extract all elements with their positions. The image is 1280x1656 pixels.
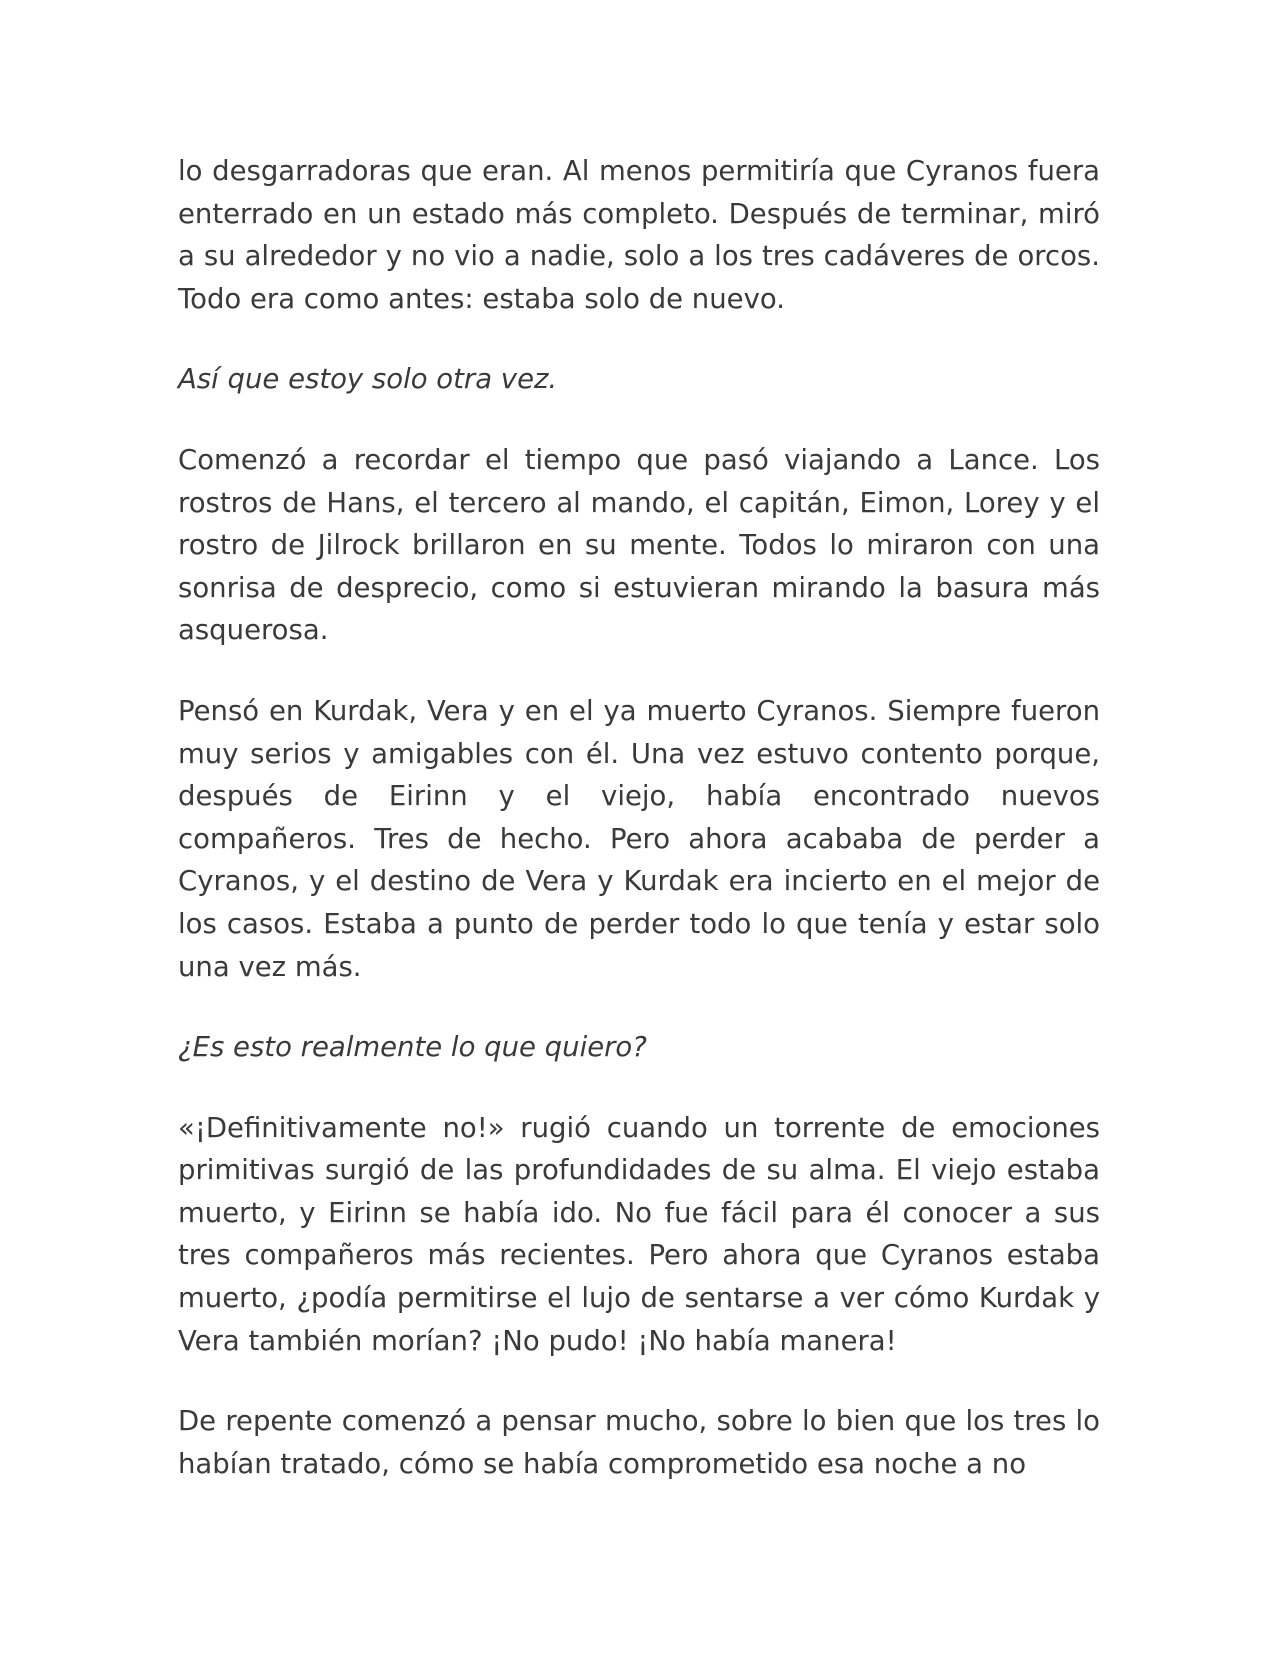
paragraph-7: De repente comenzó a pensar mucho, sobre lo bien que los tres lo habían tratado, cómo se había comprometido esa noche a no xyxy=(178,1405,1100,1480)
paragraph-5-thought: ¿Es esto realmente lo que quiero? xyxy=(178,1031,647,1064)
paragraph-6: «¡Definitivamente no!» rugió cuando un torrente de emociones primitivas surgió de las profundidades de su alma. El viejo estaba muerto, y Eirinn se había ido. No fue fácil para él conocer a sus tres compañeros más recientes. Pero ahora que Cyranos estaba muerto, ¿podía permitirse el lujo de sentarse a ver cómo Kurdak y Vera también morían? ¡No pudo! ¡No había manera! xyxy=(178,1111,1100,1357)
document-page xyxy=(178,150,1100,1523)
paragraph-4: Pensó en Kurdak, Vera y en el ya muerto Cyranos. Siempre fueron muy serios y amigables con él. Una vez estuvo contento porque, después de Eirinn y el viejo, había encontrado nuevos compañeros. Tres de hecho. Pero ahora acababa de perder a Cyranos, y el destino de Vera y Kurdak era incierto en el mejor de los casos. Estaba a punto de perder todo lo que tenía y estar solo una vez más. xyxy=(178,694,1100,983)
paragraph-3: Comenzó a recordar el tiempo que pasó viajando a Lance. Los rostros de Hans, el tercero al mando, el capitán, Eimon, Lorey y el rostro de Jilrock brillaron en su mente. Todos lo miraron con una sonrisa de desprecio, como si estuvieran mirando la basura más asquerosa. xyxy=(178,443,1100,647)
paragraph-1: lo desgarradoras que eran. Al menos permitiría que Cyranos fuera enterrado en un estado más completo. Después de terminar, miró a su alrededor y no vio a nadie, solo a los tres cadáveres de orcos. Todo era como antes: estaba solo de nuevo. xyxy=(178,155,1100,315)
paragraph-2-thought: Así que estoy solo otra vez. xyxy=(178,363,558,396)
